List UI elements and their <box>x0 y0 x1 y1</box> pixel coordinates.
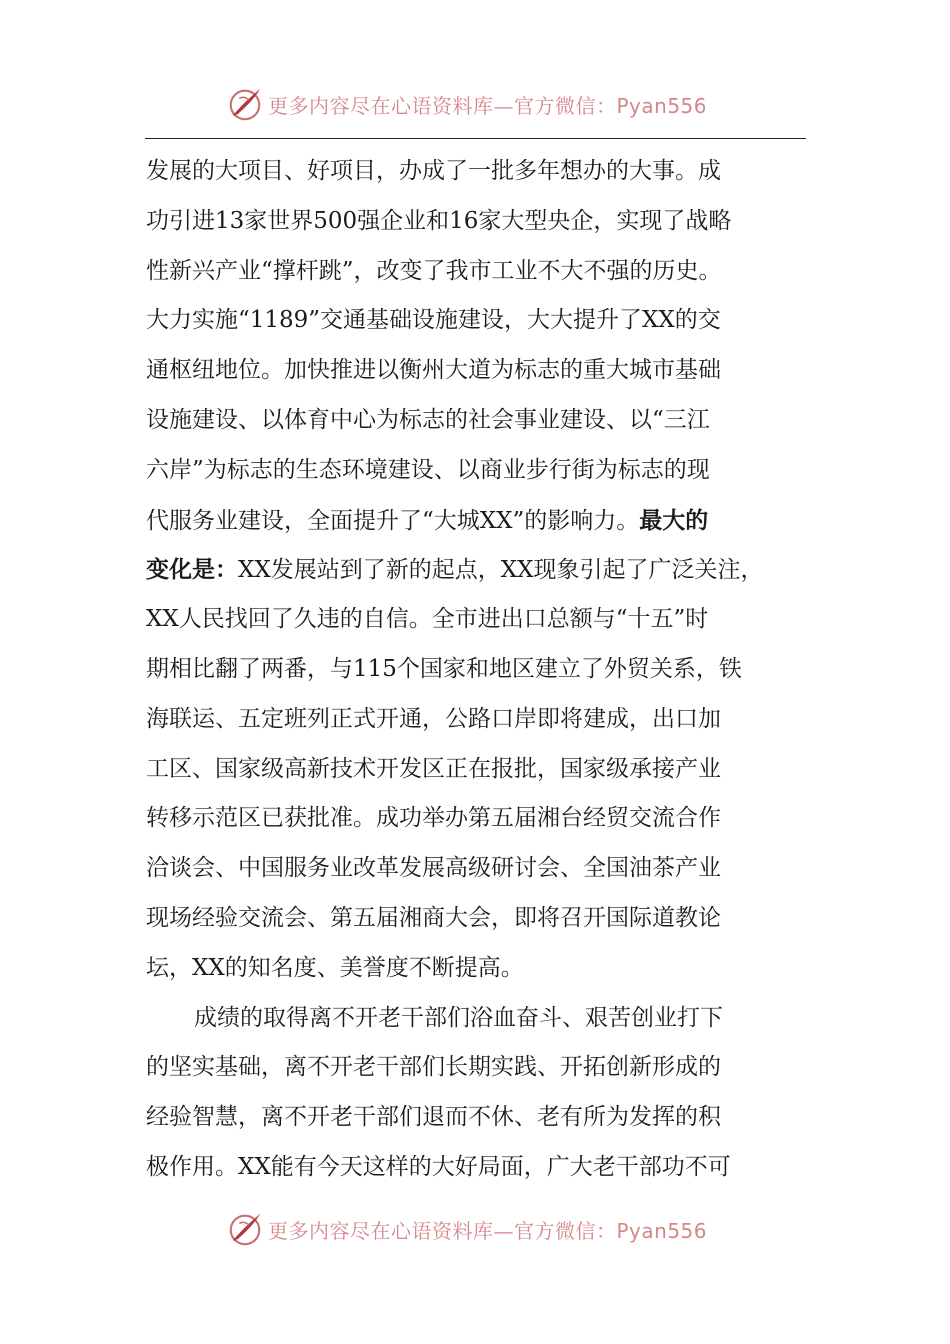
footer-banner-label: 更多内容尽在心语资料库—官方微信： <box>268 1218 617 1243</box>
document-body <box>146 147 806 1193</box>
text-line: 现场经验交流会、第五届湘商大会，即将召开国际道教论 <box>146 904 721 931</box>
quill-pen-logo-icon <box>226 85 264 123</box>
text-line: 功引进13家世界500强企业和16家大型央企，实现了战略 <box>146 207 732 234</box>
text-line: 海联运、五定班列正式开通，公路口岸即将建成，出口加 <box>146 705 721 732</box>
text-line: XX人民找回了久违的自信。全市进出口总额与“十五”时 <box>146 606 709 633</box>
text-line: 成绩的取得离不开老干部们浴血奋斗、艰苦创业打下 <box>194 1004 723 1031</box>
bold-text-span: 变化是： <box>146 556 238 584</box>
footer-banner-text <box>268 1215 707 1244</box>
footer-banner <box>226 1209 746 1249</box>
text-line: 洽谈会、中国服务业改革发展高级研讨会、全国油茶产业 <box>146 855 721 882</box>
text-line: 大力实施“1189”交通基础设施建设，大大提升了XX的交 <box>146 307 721 334</box>
header-banner-label: 更多内容尽在心语资料库—官方微信： <box>268 93 617 118</box>
text-line: 工区、国家级高新技术开发区正在报批，国家级承接产业 <box>146 755 721 782</box>
text-line: 坛，XX的知名度、美誉度不断提高。 <box>146 954 524 981</box>
text-span: XX发展站到了新的起点，XX现象引起了广泛关注， <box>238 557 764 584</box>
text-line <box>146 496 806 546</box>
bold-text-span: 最大的 <box>639 506 709 534</box>
text-span: 代服务业建设，全面提升了“大城XX”的影响力。 <box>146 507 640 534</box>
text-line: 经验智慧，离不开老干部们退而不休、老有所为发挥的积 <box>146 1104 721 1131</box>
header-banner-text <box>268 90 707 119</box>
header-banner <box>226 84 746 124</box>
text-line: 性新兴产业“撑杆跳”，改变了我市工业不大不强的历史。 <box>146 257 722 284</box>
footer-banner-handle: Pyan556 <box>616 1218 708 1243</box>
text-line: 六岸”为标志的生态环境建设、以商业步行街为标志的现 <box>146 456 710 483</box>
text-line: 发展的大项目、好项目，办成了一批多年想办的大事。成 <box>146 158 721 184</box>
text-line <box>146 545 806 595</box>
text-line: 期相比翻了两番，与115个国家和地区建立了外贸关系，铁 <box>146 655 742 682</box>
text-line: 的坚实基础，离不开老干部们长期实践、开拓创新形成的 <box>146 1054 721 1081</box>
header-banner-handle: Pyan556 <box>616 93 708 118</box>
text-line: 设施建设、以体育中心为标志的社会事业建设、以“三江 <box>146 406 710 433</box>
text-line: 通枢纽地位。加快推进以衡州大道为标志的重大城市基础 <box>146 357 721 384</box>
text-line: 转移示范区已获批准。成功举办第五届湘台经贸交流合作 <box>146 805 721 832</box>
header-divider <box>145 138 806 139</box>
quill-pen-logo-icon <box>226 1210 264 1248</box>
text-line: 极作用。XX能有今天这样的大好局面，广大老干部功不可 <box>146 1153 731 1180</box>
